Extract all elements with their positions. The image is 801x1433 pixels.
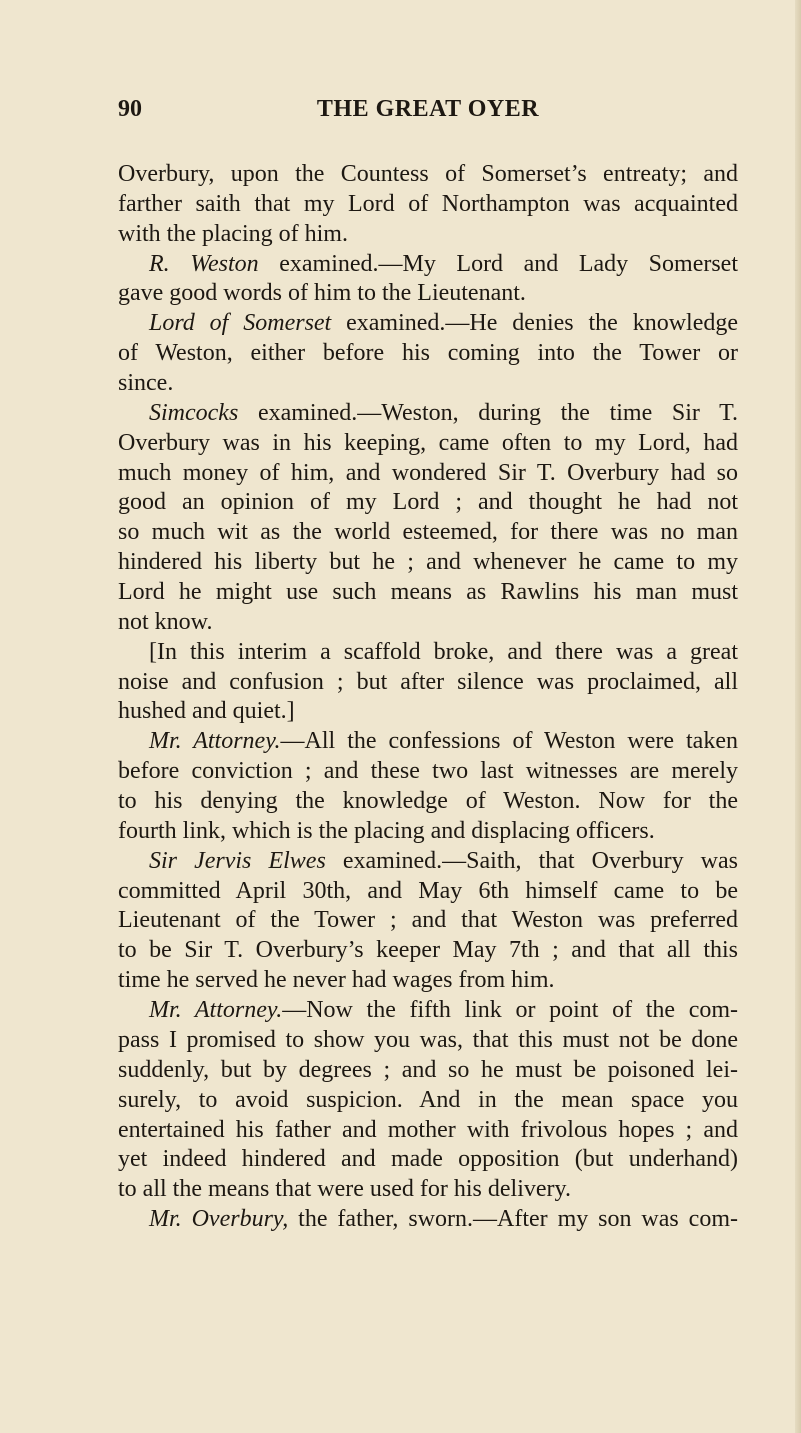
text-line: Lord he might use such means as Rawlins his man must xyxy=(118,579,738,606)
text-line: of Weston, either before his coming into the Tower or xyxy=(118,340,738,367)
text-run: examined.—My Lord and Lady Somerset xyxy=(258,250,739,277)
text-line: hushed and quiet.] xyxy=(118,698,295,725)
text-line: farther saith that my Lord of Northampton was acquainted xyxy=(118,190,738,217)
text-line: yet indeed hindered and made opposition (but underhand) xyxy=(118,1146,738,1173)
text-line: gave good words of him to the Lieutenant. xyxy=(118,280,526,307)
text-line: fourth link, which is the placing and displacing officers. xyxy=(118,817,655,844)
speaker-name: Mr. Overbury, xyxy=(149,1206,289,1233)
speaker-name: Mr. Attorney. xyxy=(149,997,283,1024)
text-line xyxy=(118,847,738,877)
text-line: noise and confusion ; but after silence was proclaimed, all xyxy=(118,668,738,695)
text-line: with the placing of him. xyxy=(118,220,348,247)
text-line: committed April 30th, and May 6th himself came to be xyxy=(118,877,738,904)
text-run: —Now the fifth link or point of the com- xyxy=(282,997,739,1024)
text-line: to be Sir T. Overbury’s keeper May 7th ; and that all this xyxy=(118,937,738,964)
text-line xyxy=(118,399,738,429)
text-line: entertained his father and mother with frivolous hopes ; and xyxy=(118,1116,738,1143)
text-line: before conviction ; and these two last witnesses are merely xyxy=(118,758,738,785)
body-text xyxy=(118,160,738,1235)
paragraph-attorney-fifth-link xyxy=(118,996,738,1205)
text-line xyxy=(118,727,738,757)
text-line: time he served he never had wages from him. xyxy=(118,967,555,994)
text-line: Overbury, upon the Countess of Somerset’s entreaty; and xyxy=(118,161,738,187)
text-run: the father, sworn.—After my son was com- xyxy=(288,1206,738,1233)
speaker-name: Sir Jervis Elwes xyxy=(149,847,326,874)
paragraph-overbury-father-sworn xyxy=(118,1205,738,1235)
text-line xyxy=(118,1205,738,1235)
paragraph-weston-examined xyxy=(118,250,738,310)
text-line: much money of him, and wondered Sir T. Overbury had so xyxy=(118,459,738,486)
text-run: examined.—He denies the knowledge xyxy=(331,310,739,337)
text-line: suddenly, but by degrees ; and so he must be poisoned lei- xyxy=(118,1056,738,1083)
text-line: to his denying the knowledge of Weston. Now for the xyxy=(118,788,738,815)
page-number: 90 xyxy=(118,96,142,122)
text-run: examined.—Weston, during the time Sir T. xyxy=(238,399,738,426)
running-head: THE GREAT OYER xyxy=(316,96,540,122)
page-header xyxy=(118,89,738,129)
speaker-name: Lord of Somerset xyxy=(149,310,332,337)
text-line: not know. xyxy=(118,608,213,635)
page-edge xyxy=(795,0,801,1433)
paragraph-jervis-elwes-examined xyxy=(118,847,738,996)
text-line: [In this interim a scaffold broke, and there was a great xyxy=(149,638,738,665)
paragraph-overbury-entreaty xyxy=(118,160,738,250)
speaker-name: R. Weston xyxy=(149,250,259,277)
text-line xyxy=(118,250,738,280)
text-line: Lieutenant of the Tower ; and that Weston was preferred xyxy=(118,907,738,934)
paragraph-attorney-confessions xyxy=(118,727,738,846)
text-line xyxy=(118,309,738,339)
paragraph-scaffold-interim xyxy=(118,638,738,728)
text-line: hindered his liberty but he ; and whenever he came to my xyxy=(118,549,738,576)
text-line: good an opinion of my Lord ; and thought he had not xyxy=(118,489,738,516)
text-line xyxy=(118,996,738,1026)
text-run: examined.—Saith, that Overbury was xyxy=(325,847,738,874)
paragraph-lord-somerset-examined xyxy=(118,309,738,399)
text-line: pass I promised to show you was, that this must not be done xyxy=(118,1026,738,1053)
text-run: —All the confessions of Weston were taken xyxy=(280,728,738,755)
text-line: to all the means that were used for his delivery. xyxy=(118,1176,571,1203)
text-line: so much wit as the world esteemed, for there was no man xyxy=(118,519,738,546)
text-line: Overbury was in his keeping, came often to my Lord, had xyxy=(118,429,738,456)
text-line: surely, to avoid suspicion. And in the mean space you xyxy=(118,1086,738,1113)
paragraph-simcocks-examined xyxy=(118,399,738,638)
speaker-name: Simcocks xyxy=(149,399,239,426)
text-line: since. xyxy=(118,370,174,397)
speaker-name: Mr. Attorney. xyxy=(149,728,281,755)
